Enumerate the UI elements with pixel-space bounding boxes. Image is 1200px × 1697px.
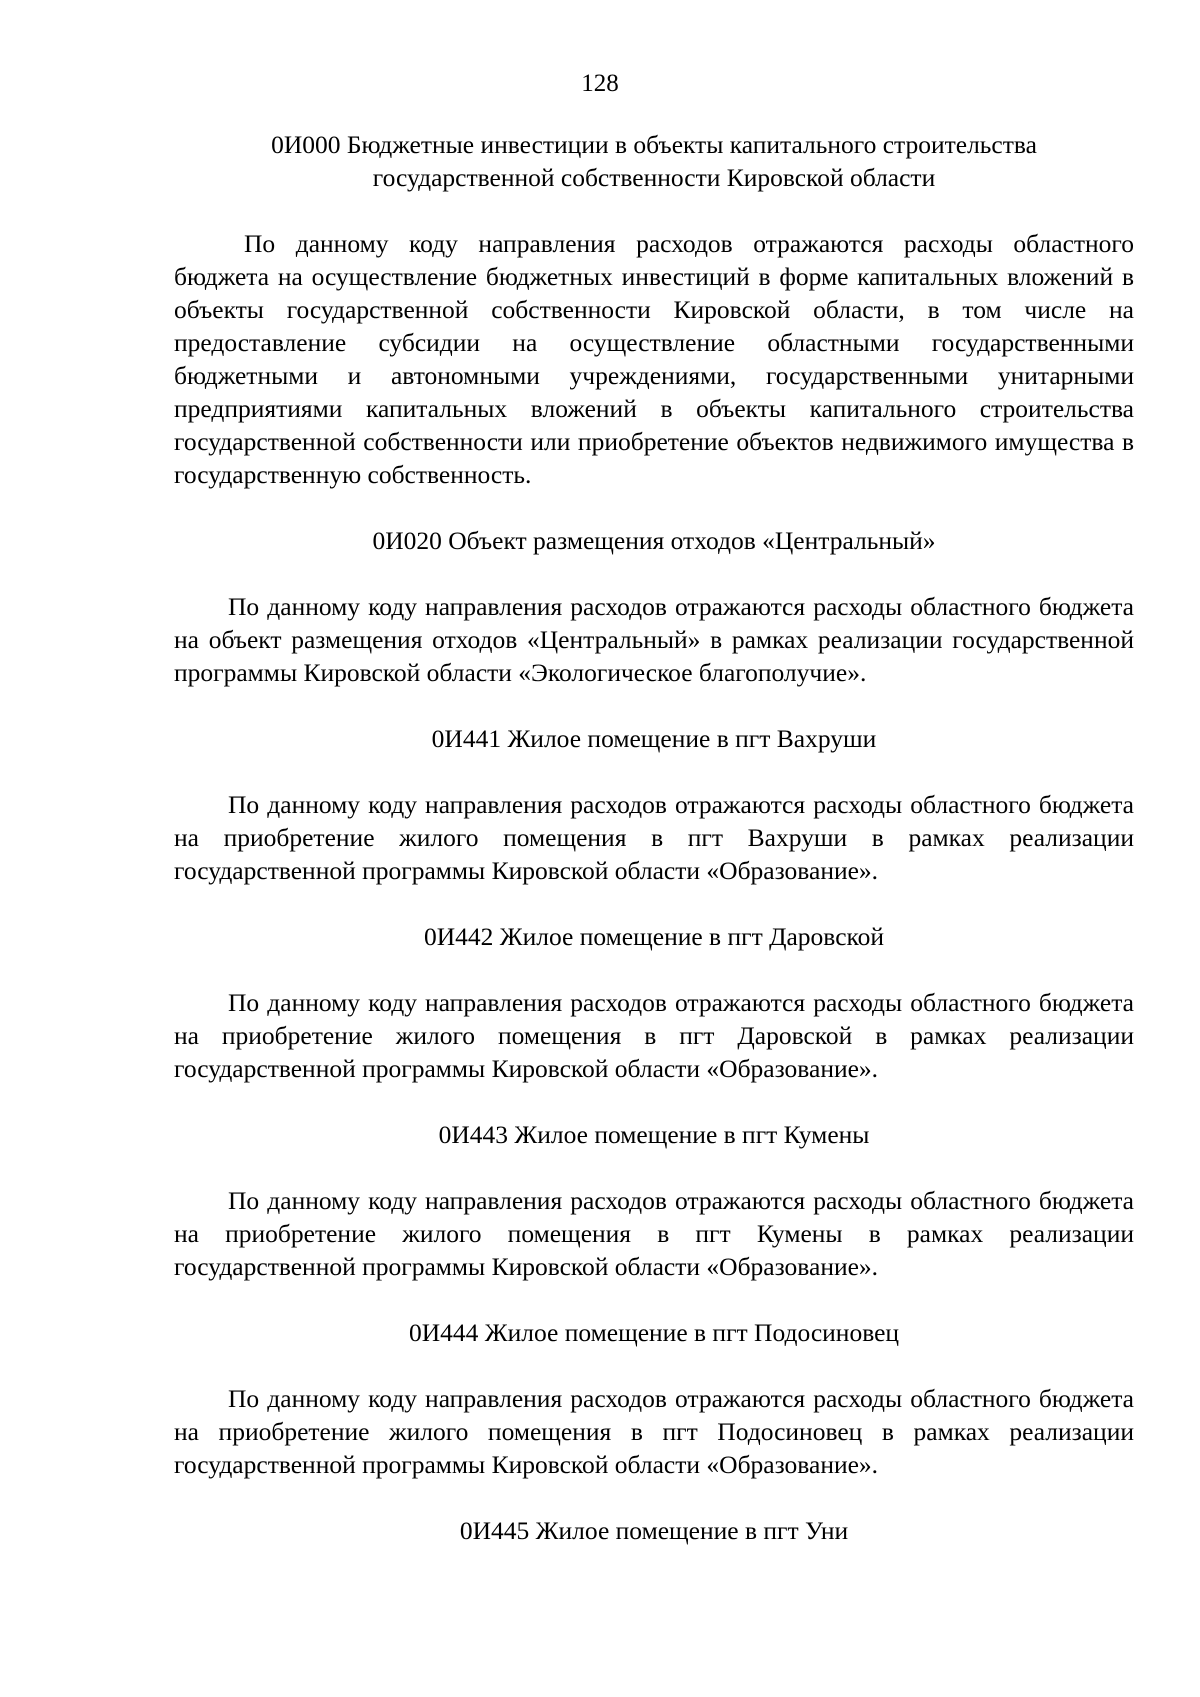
page-number: 128 bbox=[581, 70, 619, 97]
section-heading: 0И441 Жилое помещение в пгт Вахруши bbox=[431, 724, 877, 753]
section-paragraph: По данному коду направления расходов отражаются расходы областного бюджета на осуществление бюджетных инвестиций в форме капитальных вложений в объекты государственной собственности Кировской области, в том числе на предоставление субсидии на осуществление областными государственными бюджетными и автономными учреждениями, государственными унитарными предприятиями капитальных вложений в объекты капитального строительства государственной собственности или приобретение объектов недвижимого имущества в государственную собственность. bbox=[174, 229, 1134, 489]
section-paragraph: По данному коду направления расходов отражаются расходы областного бюджета на приобретение жилого помещения в пгт Даровской в рамках реализации государственной программы Кировской области «Образование». bbox=[174, 988, 1134, 1083]
section-heading: 0И445 Жилое помещение в пгт Уни bbox=[459, 1516, 849, 1545]
section-paragraph: По данному коду направления расходов отражаются расходы областного бюджета на объект размещения отходов «Центральный» в рамках реализации государственной программы Кировской области «Экологическое благополучие». bbox=[174, 592, 1134, 687]
section-heading: 0И444 Жилое помещение в пгт Подосиновец bbox=[408, 1318, 900, 1347]
section-paragraph: По данному коду направления расходов отражаются расходы областного бюджета на приобретение жилого помещения в пгт Подосиновец в рамках реализации государственной программы Кировской области «Образование». bbox=[174, 1384, 1134, 1479]
section-paragraph: По данному коду направления расходов отражаются расходы областного бюджета на приобретение жилого помещения в пгт Кумены в рамках реализации государственной программы Кировской области «Образование». bbox=[174, 1186, 1134, 1281]
section-heading: 0И443 Жилое помещение в пгт Кумены bbox=[438, 1120, 870, 1149]
section-paragraph: По данному коду направления расходов отражаются расходы областного бюджета на приобретение жилого помещения в пгт Вахруши в рамках реализации государственной программы Кировской области «Образование». bbox=[174, 790, 1134, 885]
section-heading: 0И020 Объект размещения отходов «Центральный» bbox=[372, 526, 936, 555]
document-body bbox=[174, 128, 1134, 1547]
section-heading: 0И442 Жилое помещение в пгт Даровской bbox=[423, 922, 885, 951]
section-heading: 0И000 Бюджетные инвестиции в объекты капитального строительства государственной собственности Кировской области bbox=[271, 130, 1037, 192]
